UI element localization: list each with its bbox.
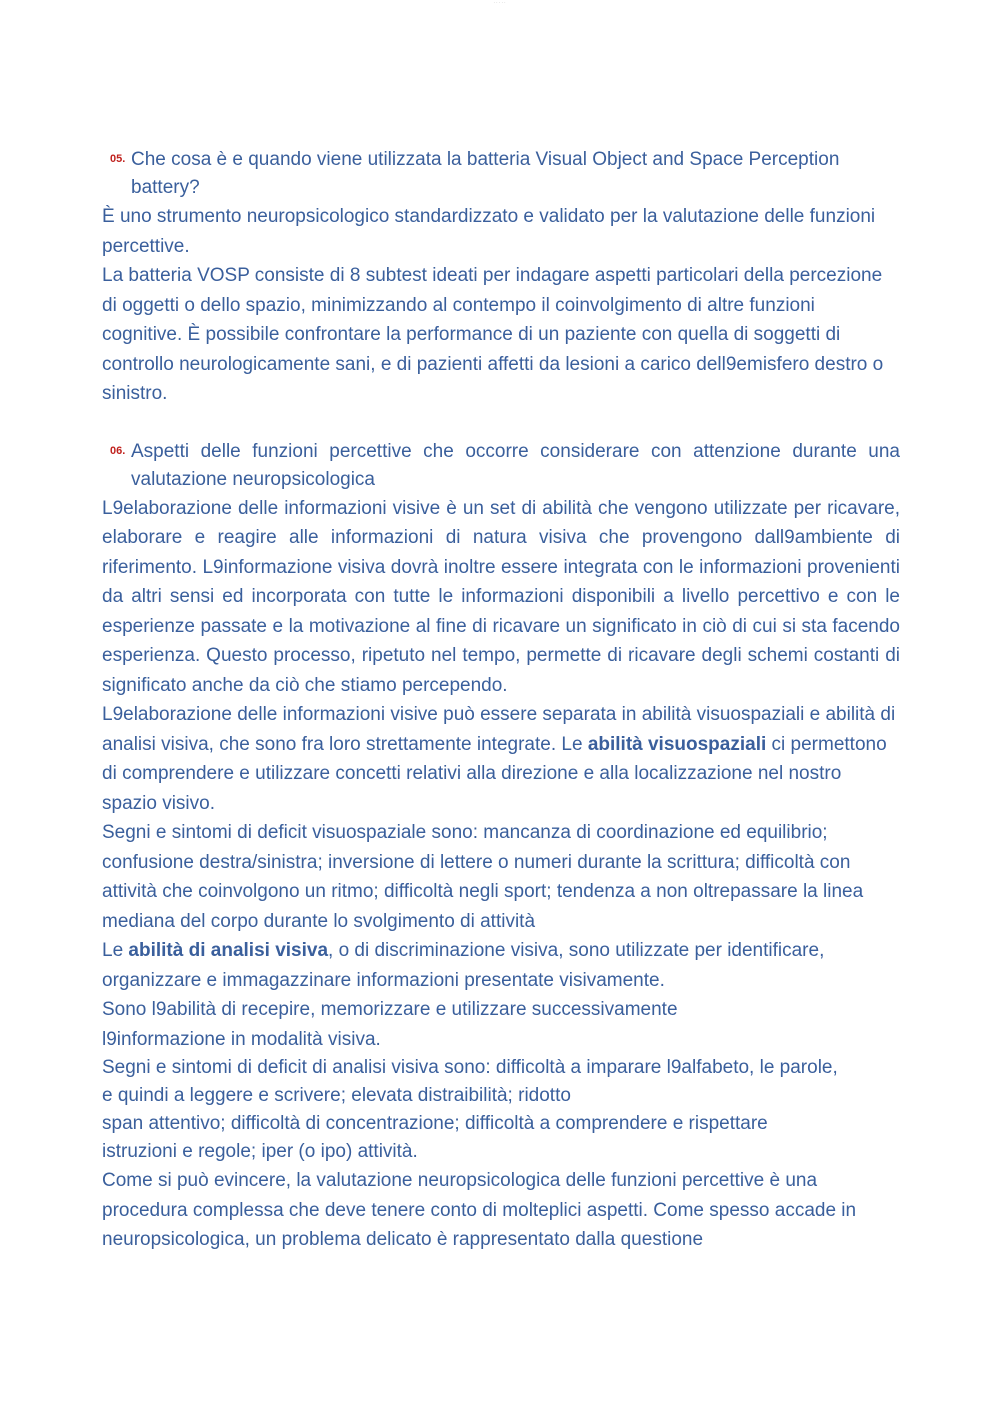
paragraph-visuospatial xyxy=(102,700,900,818)
text-line: l9informazione in modalità visiva. xyxy=(102,1028,381,1050)
spacer xyxy=(102,409,900,438)
text-span: , o di discriminazione visiva, sono utilizzate per identificare, organizzare e immagazzinare informazioni presentate visivamente. xyxy=(102,940,825,991)
text-line: span attentivo; difficoltà di concentrazione; difficoltà a comprendere e rispettare xyxy=(102,1113,768,1134)
text-line: e quindi a leggere e scrivere; elevata distraibilità; ridotto xyxy=(102,1085,571,1106)
text-line: Segni e sintomi di deficit di analisi visiva sono: difficoltà a imparare l9alfabeto, le parole, xyxy=(102,1057,838,1078)
text-span: Le xyxy=(102,940,129,961)
paragraph-visual-analysis-deficit xyxy=(102,1054,900,1166)
paragraph-definition: È uno strumento neuropsicologico standardizzato e validato per la valutazione delle funzioni percettive. xyxy=(102,206,876,257)
question-title: Aspetti delle funzioni percettive che occorre considerare con attenzione durante una valutazione neuropsicologica xyxy=(131,440,900,490)
question-05 xyxy=(102,146,900,202)
text-span: ci permettono di comprendere e utilizzare concetti relativi alla direzione e alla localizzazione nel nostro spazio visivo. xyxy=(102,733,887,814)
document-body xyxy=(102,146,900,1255)
bold-term: abilità di analisi visiva xyxy=(128,940,329,961)
text-line: istruzioni e regole; iper (o ipo) attività. xyxy=(102,1141,418,1162)
question-06 xyxy=(102,438,900,494)
paragraph-visuospatial-deficit: Segni e sintomi di deficit visuospaziale sono: mancanza di coordinazione ed equilibrio; confusione destra/sinistra; inversione di lettere o numeri durante la scrittura; difficoltà con attività che coinvolgono un ritmo; difficoltà negli sport; tendenza a non oltrepassare la linea mediana del corpo durante lo svolgimento di attività xyxy=(102,822,864,932)
text-span: L9elaborazione delle informazioni visive può essere separata in abilità visuospaziali e abilità di analisi visiva, che sono fra loro strettamente integrate. Le xyxy=(102,704,896,755)
bold-term: abilità visuospaziali xyxy=(587,733,767,755)
paragraph-vosp: La batteria VOSP consiste di 8 subtest ideati per indagare aspetti particolari della percezione di oggetti o dello spazio, minimizzando al contempo il coinvolgimento di altre funzioni cognitive. È possibile confrontare la performance di un paziente con quella di soggetti di controllo neurologicamente sani, e di pazienti affetti da lesioni a carico dell9emisfero destro o sinistro. xyxy=(102,265,884,404)
paragraph-visual-analysis xyxy=(102,936,900,995)
paragraph-visual-processing: L9elaborazione delle informazioni visive è un set di abilità che vengono utilizzate per ricavare, elaborare e reagire alle informazioni di natura visiva che provengono dall9ambiente di riferimento. L9informazione visiva dovrà inoltre essere integrata con le informazioni provenienti da altri sensi ed incorporata con tutte le informazioni disponibili a livello percettivo e con le esperienze passate e la motivazione al fine di ricavare un significato in ciò di cui si sta facendo esperienza. Questo processo, ripetuto nel tempo, permette di ricavare degli schemi costanti di significato anche da ciò che stiamo percependo. xyxy=(102,497,900,696)
text-line: Sono l9abilità di recepire, memorizzare e utilizzare successivamente xyxy=(102,999,678,1020)
question-number: 06. xyxy=(110,444,126,457)
question-title: Che cosa è e quando viene utilizzata la batteria Visual Object and Space Perception battery? xyxy=(131,149,840,198)
paragraph-visual-abilities xyxy=(102,995,900,1054)
paragraph-conclusion: Come si può evincere, la valutazione neuropsicologica delle funzioni percettive è una procedura complessa che deve tenere conto di molteplici aspetti. Come spesso accade in neuropsicologica, un problema delicato è rappresentato dalla questione xyxy=(102,1170,857,1250)
question-number: 05. xyxy=(110,153,126,165)
page-header-mark: ····· xyxy=(493,0,507,6)
